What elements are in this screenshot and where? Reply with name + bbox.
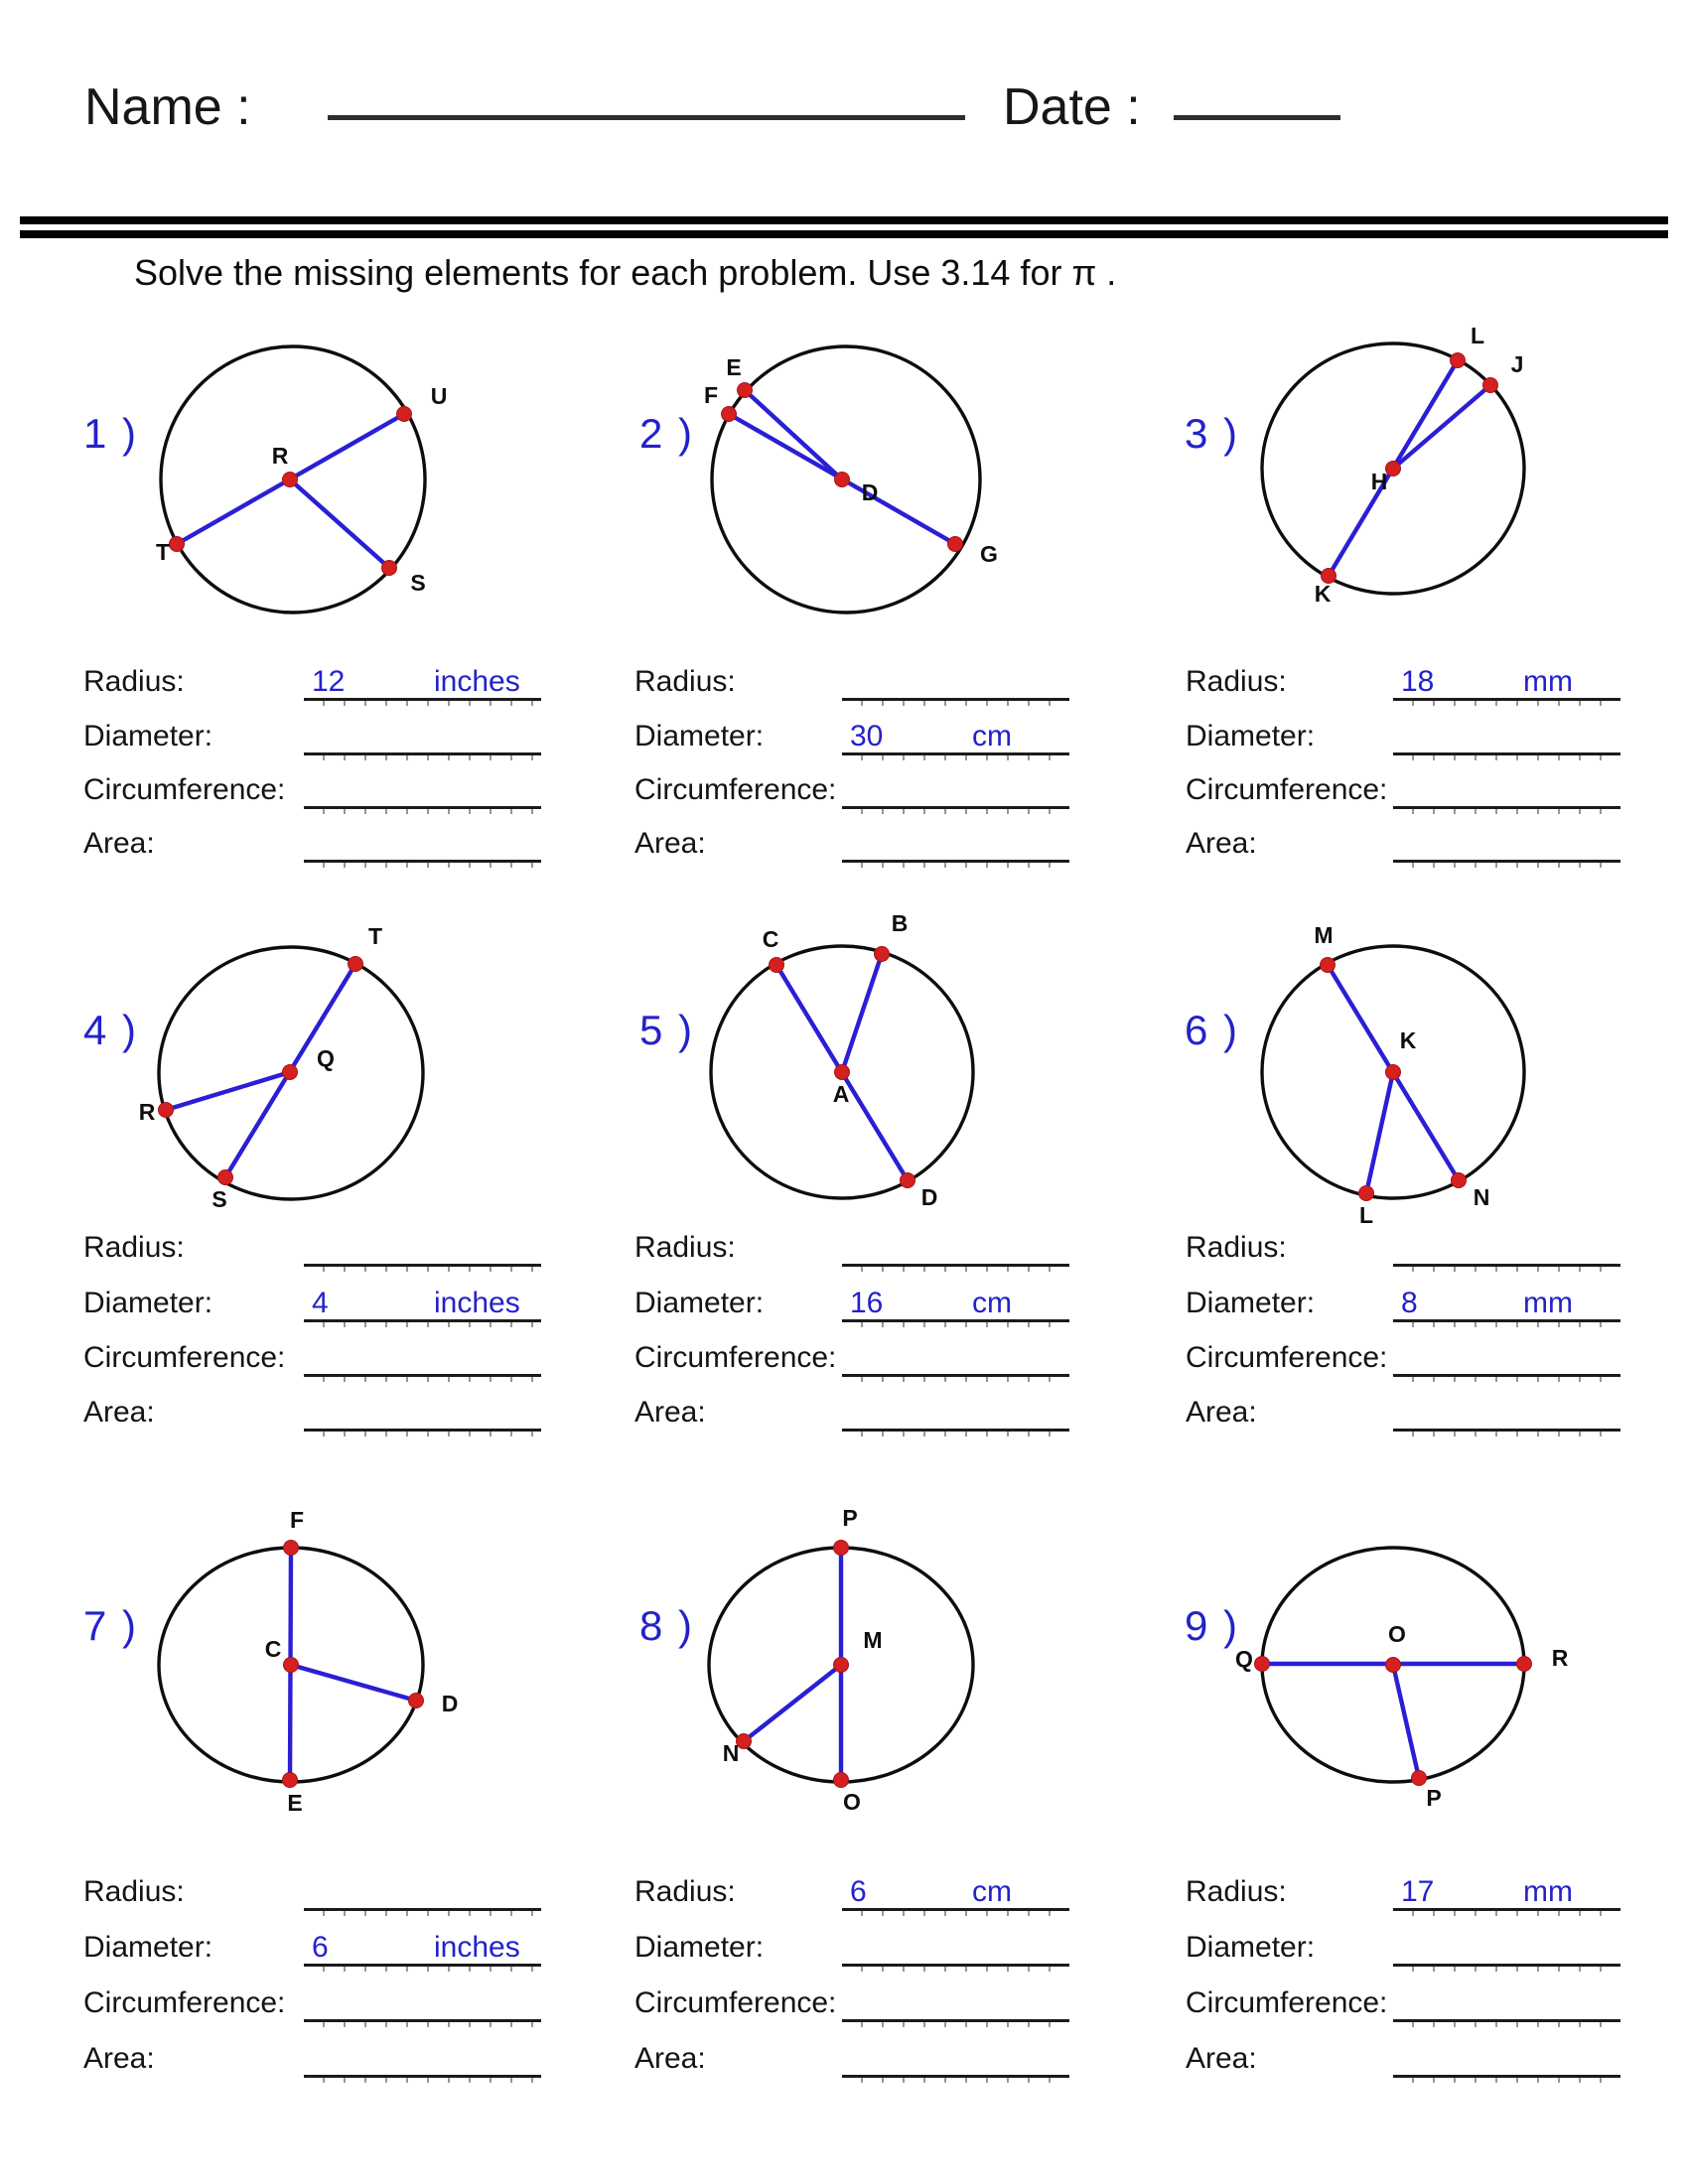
field-label: Diameter:: [1186, 720, 1316, 752]
point-label: B: [891, 910, 909, 936]
field-answer-line: [842, 752, 1069, 761]
point-label: D: [861, 479, 879, 505]
point-dot: [875, 947, 890, 962]
field-label: Radius:: [1186, 1231, 1287, 1264]
radius-line: [744, 1665, 841, 1741]
point-dot: [738, 383, 753, 398]
point-label: N: [722, 1740, 740, 1766]
field-label: Circumference:: [634, 1341, 837, 1374]
point-label: R: [138, 1099, 156, 1125]
field-label: Area:: [634, 827, 706, 860]
field-answer-line: [304, 1319, 541, 1328]
point-label: E: [287, 1790, 303, 1816]
point-label: P: [1426, 1785, 1442, 1811]
field-answer-line: [304, 1429, 541, 1437]
field-answer-line: [304, 2075, 541, 2084]
name-label: Name :: [84, 78, 251, 136]
field-value: 17: [1401, 1875, 1435, 1908]
problem-number: 4 ): [83, 1007, 139, 1053]
field-answer-line: [304, 1964, 541, 1973]
field-label: Circumference:: [83, 773, 286, 806]
field-answer-line: [842, 2019, 1069, 2028]
field-label: Diameter:: [83, 1287, 213, 1319]
point-dot: [834, 1541, 849, 1556]
field-answer-line: [304, 698, 541, 707]
field-answer-line: [1393, 752, 1620, 761]
point-dot: [284, 1541, 299, 1556]
field-answer-line: [842, 806, 1069, 815]
point-dot: [409, 1694, 424, 1708]
radius-line: [1393, 385, 1490, 469]
field-value: 18: [1401, 665, 1435, 698]
field-label: Diameter:: [634, 720, 765, 752]
point-label: U: [430, 383, 448, 409]
field-unit: cm: [972, 1287, 1012, 1319]
field-unit: inches: [434, 1931, 520, 1964]
problem-number: 5 ): [639, 1007, 695, 1053]
field-answer-line: [842, 1264, 1069, 1273]
field-answer-line: [842, 1374, 1069, 1383]
field-answer-line: [304, 1374, 541, 1383]
radius-line: [1393, 1665, 1419, 1778]
field-answer-line: [842, 2075, 1069, 2084]
point-dot: [901, 1173, 915, 1188]
point-label: H: [1370, 469, 1388, 494]
point-dot: [1451, 353, 1466, 368]
field-label: Radius:: [83, 665, 185, 698]
point-dot: [283, 1773, 298, 1788]
point-label: O: [843, 1789, 861, 1815]
center-point-dot: [1386, 1065, 1401, 1080]
point-label: J: [1510, 351, 1524, 377]
point-label: E: [726, 354, 742, 380]
point-label: D: [920, 1184, 938, 1210]
problem-number: 8 ): [639, 1602, 695, 1649]
point-dot: [1452, 1173, 1467, 1188]
field-label: Area:: [83, 827, 155, 860]
point-label: T: [155, 539, 171, 565]
field-unit: mm: [1523, 665, 1573, 698]
point-label: S: [410, 570, 426, 596]
field-answer-line: [842, 1964, 1069, 1973]
field-answer-line: [1393, 2075, 1620, 2084]
field-label: Circumference:: [1186, 1986, 1388, 2019]
field-label: Area:: [83, 2042, 155, 2075]
point-label: D: [441, 1691, 459, 1716]
field-label: Area:: [1186, 1396, 1257, 1429]
field-unit: cm: [972, 1875, 1012, 1908]
point-dot: [170, 537, 185, 552]
field-value: 4: [312, 1287, 329, 1319]
point-dot: [159, 1103, 174, 1118]
radius-line: [291, 1665, 416, 1701]
point-label: Q: [317, 1045, 335, 1071]
field-answer-line: [1393, 860, 1620, 869]
field-unit: inches: [434, 665, 520, 698]
point-dot: [349, 957, 363, 972]
field-answer-line: [1393, 1964, 1620, 1973]
center-point-dot: [283, 1065, 298, 1080]
field-value: 12: [312, 665, 346, 698]
field-answer-line: [842, 1319, 1069, 1328]
field-label: Circumference:: [83, 1341, 286, 1374]
field-label: Radius:: [1186, 665, 1287, 698]
problem-number: 1 ): [83, 410, 139, 457]
field-unit: inches: [434, 1287, 520, 1319]
point-dot: [722, 407, 737, 422]
center-point-dot: [284, 1658, 299, 1673]
field-answer-line: [1393, 1264, 1620, 1273]
field-answer-line: [304, 2019, 541, 2028]
center-point-dot: [283, 473, 298, 487]
field-label: Radius:: [83, 1875, 185, 1908]
instructions-text: Solve the missing elements for each problem. Use 3.14 for π .: [134, 252, 1117, 293]
field-answer-line: [842, 1908, 1069, 1917]
point-dot: [948, 537, 963, 552]
point-dot: [1412, 1771, 1427, 1786]
field-label: Diameter:: [634, 1931, 765, 1964]
field-answer-line: [842, 860, 1069, 869]
point-label: L: [1358, 1202, 1374, 1228]
center-point-dot: [1386, 1658, 1401, 1673]
field-label: Diameter:: [1186, 1931, 1316, 1964]
field-answer-line: [1393, 1374, 1620, 1383]
center-point-dot: [834, 1658, 849, 1673]
field-answer-line: [842, 698, 1069, 707]
point-label: M: [863, 1627, 883, 1653]
field-value: 6: [850, 1875, 867, 1908]
radius-line: [745, 390, 842, 479]
point-label: F: [289, 1507, 305, 1533]
point-label: K: [1399, 1027, 1417, 1053]
problem-number: 9 ): [1185, 1602, 1240, 1649]
date-label: Date :: [1003, 78, 1141, 136]
problem-number: 2 ): [639, 410, 695, 457]
field-unit: cm: [972, 720, 1012, 752]
radius-line: [290, 479, 389, 568]
point-label: L: [1470, 323, 1485, 348]
field-answer-line: [842, 1429, 1069, 1437]
field-label: Circumference:: [634, 1986, 837, 2019]
center-point-dot: [835, 473, 850, 487]
point-dot: [834, 1773, 849, 1788]
field-answer-line: [304, 1908, 541, 1917]
field-unit: mm: [1523, 1875, 1573, 1908]
point-label: T: [367, 923, 383, 949]
point-label: M: [1314, 922, 1334, 948]
center-point-dot: [1386, 462, 1401, 477]
field-label: Area:: [1186, 827, 1257, 860]
field-answer-line: [1393, 1319, 1620, 1328]
field-label: Circumference:: [634, 773, 837, 806]
field-answer-line: [304, 752, 541, 761]
field-value: 30: [850, 720, 884, 752]
point-label: G: [980, 541, 998, 567]
point-label: Q: [1235, 1646, 1253, 1672]
point-dot: [1321, 958, 1336, 973]
field-label: Radius:: [634, 1231, 736, 1264]
point-label: O: [1388, 1621, 1406, 1647]
field-label: Diameter:: [83, 720, 213, 752]
point-label: R: [271, 443, 289, 469]
center-point-dot: [835, 1065, 850, 1080]
field-label: Radius:: [634, 665, 736, 698]
field-answer-line: [1393, 1429, 1620, 1437]
radius-line: [1366, 1072, 1393, 1193]
point-dot: [218, 1170, 233, 1185]
field-label: Area:: [634, 2042, 706, 2075]
field-value: 16: [850, 1287, 884, 1319]
point-label: C: [762, 926, 779, 952]
point-label: P: [842, 1505, 858, 1531]
point-dot: [1483, 378, 1498, 393]
point-label: S: [211, 1186, 227, 1212]
field-label: Diameter:: [634, 1287, 765, 1319]
problem-number: 3 ): [1185, 410, 1240, 457]
field-label: Diameter:: [1186, 1287, 1316, 1319]
problem-number: 7 ): [83, 1602, 139, 1649]
point-dot: [382, 561, 397, 576]
field-answer-line: [304, 860, 541, 869]
point-dot: [1517, 1657, 1532, 1672]
field-label: Radius:: [634, 1875, 736, 1908]
field-unit: mm: [1523, 1287, 1573, 1319]
field-value: 6: [312, 1931, 329, 1964]
problem-number: 6 ): [1185, 1007, 1240, 1053]
field-label: Area:: [634, 1396, 706, 1429]
field-answer-line: [1393, 2019, 1620, 2028]
point-label: K: [1314, 581, 1332, 607]
field-label: Area:: [83, 1396, 155, 1429]
field-answer-line: [1393, 698, 1620, 707]
point-dot: [397, 407, 412, 422]
point-label: F: [703, 382, 719, 408]
field-value: 8: [1401, 1287, 1418, 1319]
point-label: R: [1551, 1645, 1569, 1671]
field-answer-line: [1393, 806, 1620, 815]
point-dot: [1255, 1657, 1270, 1672]
point-label: A: [832, 1081, 850, 1107]
field-label: Circumference:: [83, 1986, 286, 2019]
field-label: Area:: [1186, 2042, 1257, 2075]
field-answer-line: [1393, 1908, 1620, 1917]
field-label: Diameter:: [83, 1931, 213, 1964]
field-label: Circumference:: [1186, 773, 1388, 806]
field-label: Circumference:: [1186, 1341, 1388, 1374]
radius-line: [842, 954, 882, 1072]
field-label: Radius:: [1186, 1875, 1287, 1908]
point-dot: [770, 958, 784, 973]
point-label: N: [1473, 1184, 1490, 1210]
point-dot: [1359, 1186, 1374, 1201]
field-answer-line: [304, 1264, 541, 1273]
point-label: C: [264, 1636, 282, 1662]
field-label: Radius:: [83, 1231, 185, 1264]
field-answer-line: [304, 806, 541, 815]
